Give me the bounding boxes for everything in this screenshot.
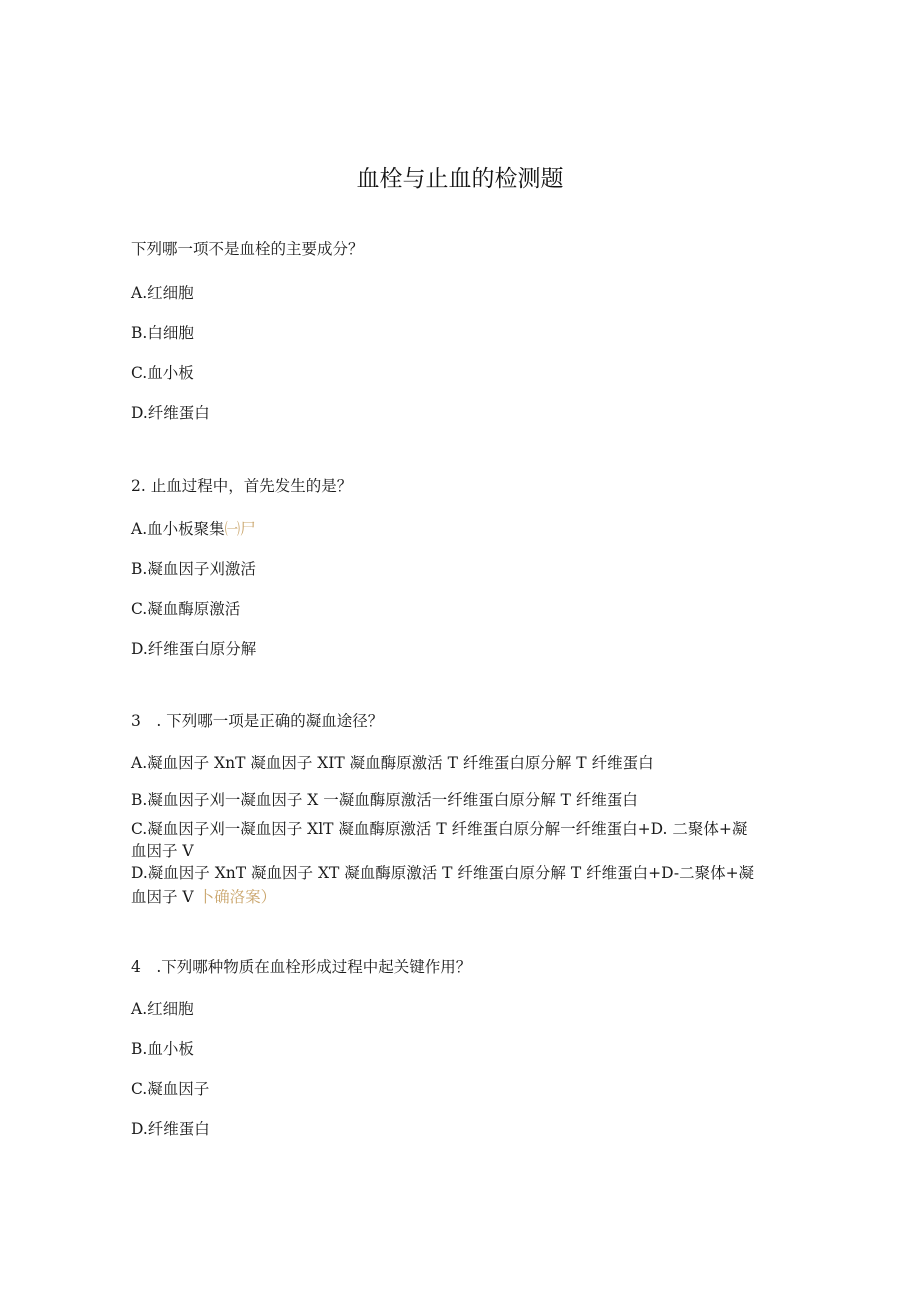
question-3-option-a: A.凝血因子 XnT 凝血因子 XIT 凝血酶原激活 T 纤维蛋白原分解 T 纤维蛋白 (131, 754, 654, 772)
question-1-option-d: D.纤维蛋白 (131, 404, 210, 422)
question-3-option-d-cont-text: 血因子 V (131, 888, 194, 906)
question-3-option-c: C.凝血因子刈一凝血因子 XlT 凝血酶原激活 T 纤维蛋白原分解一纤维蛋白+D. 二聚体+凝 (131, 820, 748, 838)
question-2-option-a-text: A.血小板聚集 (131, 520, 225, 538)
document-title: 血栓与止血的检测题 (356, 166, 564, 192)
question-4-option-a: A.红细胞 (131, 1000, 194, 1018)
question-2-option-d: D.纤维蛋白原分解 (131, 640, 257, 658)
question-2-option-c: C.凝血酶原激活 (131, 600, 241, 618)
question-3-option-c-cont: 血因子 V (131, 842, 194, 860)
question-1-stem: 下列哪一项不是血栓的主要成分？ (131, 240, 364, 258)
question-3-option-b: B.凝血因子刈一凝血因子 X 一凝血酶原激活一纤维蛋白原分解 T 纤维蛋白 (131, 791, 638, 809)
question-2-option-a (131, 518, 256, 540)
question-1-option-b: B.白细胞 (131, 324, 194, 342)
question-1-option-c: C.血小板 (131, 364, 194, 382)
question-4-option-d: D.纤维蛋白 (131, 1120, 210, 1138)
question-3-answer-annotation: 卜确洛案） (198, 888, 277, 906)
question-4-option-c: C.凝血因子 (131, 1080, 210, 1098)
question-3-option-d: D.凝血因子 XnT 凝血因子 XT 凝血酶原激活 T 纤维蛋白原分解 T 纤维蛋白+D-二聚体+凝 (131, 864, 755, 882)
question-1-option-a: A.红细胞 (131, 284, 194, 302)
question-2-answer-annotation: ㈠尸 (224, 520, 256, 538)
question-4-stem: 4 .下列哪种物质在血栓形成过程中起关键作用？ (131, 958, 472, 976)
question-3-stem: 3 . 下列哪一项是正确的凝血途径？ (131, 712, 384, 730)
question-2-stem: 2. 止血过程中，首先发生的是？ (131, 477, 353, 495)
question-2-option-b: B.凝血因子刈激活 (131, 560, 256, 578)
question-4-option-b: B.血小板 (131, 1040, 194, 1058)
question-3-option-d-cont (131, 886, 276, 908)
